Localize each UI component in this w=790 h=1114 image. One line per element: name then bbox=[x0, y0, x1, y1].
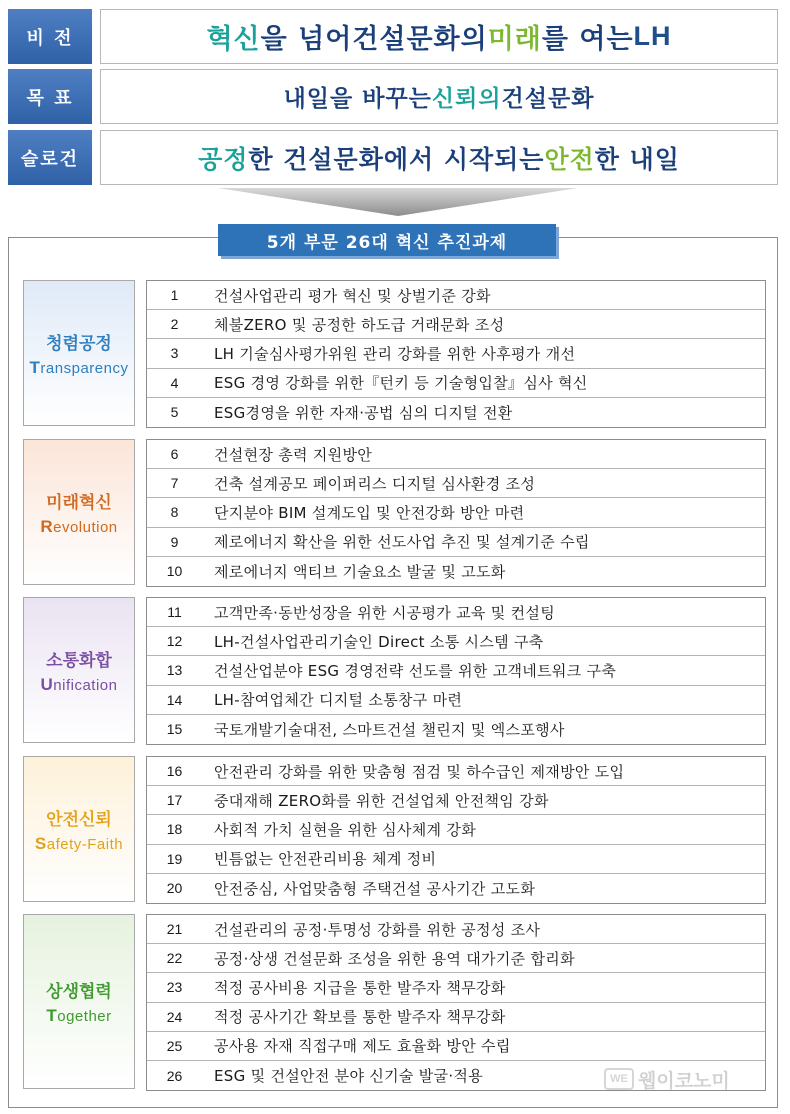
task-text: 적정 공사기간 확보를 통한 발주자 책무강화 bbox=[214, 1008, 506, 1027]
task-row bbox=[147, 598, 765, 627]
task-row bbox=[147, 757, 765, 786]
task-row bbox=[147, 440, 765, 469]
vision-part-3: 건설문화의 bbox=[352, 24, 488, 55]
task-row bbox=[147, 944, 765, 973]
category-title: 미래혁신 bbox=[46, 492, 112, 513]
category-subtitle bbox=[41, 675, 118, 695]
category-subtitle-rest: ogether bbox=[57, 1008, 112, 1025]
goal-part-2: 신뢰의 bbox=[431, 86, 502, 112]
slogan-part-3: 안전 bbox=[544, 144, 595, 174]
task-list bbox=[146, 597, 766, 745]
task-row bbox=[147, 715, 765, 744]
task-number: 6 bbox=[170, 446, 179, 463]
task-row bbox=[147, 557, 765, 586]
task-row bbox=[147, 815, 765, 844]
goal-statement bbox=[100, 69, 778, 124]
task-row bbox=[147, 874, 765, 903]
task-number: 14 bbox=[166, 691, 183, 708]
task-list bbox=[146, 756, 766, 904]
category-subtitle bbox=[35, 834, 123, 854]
slogan-label: 슬로건 bbox=[8, 130, 92, 185]
vision-part-1: 혁신 bbox=[206, 24, 261, 55]
task-text: 제로에너지 확산을 위한 선도사업 추진 및 설계기준 수립 bbox=[214, 533, 590, 552]
task-number: 15 bbox=[166, 721, 183, 738]
category-subtitle-initial: R bbox=[40, 516, 54, 536]
task-text: 제로에너지 액티브 기술요소 발굴 및 고도화 bbox=[214, 562, 506, 581]
task-number: 22 bbox=[166, 950, 183, 967]
goal-part-1: 내일을 바꾸는 bbox=[283, 86, 432, 112]
task-number: 16 bbox=[166, 763, 183, 780]
category-transparency bbox=[23, 280, 135, 426]
task-text: 건설관리의 공정·투명성 강화를 위한 공정성 조사 bbox=[214, 920, 541, 939]
task-number: 13 bbox=[166, 662, 183, 679]
task-number: 9 bbox=[170, 533, 179, 550]
task-number: 18 bbox=[166, 821, 183, 838]
task-text: 건설현장 총력 지원방안 bbox=[214, 445, 373, 464]
task-number: 7 bbox=[170, 475, 179, 492]
task-number: 12 bbox=[166, 633, 183, 650]
task-row bbox=[147, 845, 765, 874]
task-number: 25 bbox=[166, 1037, 183, 1054]
task-text: 안전관리 강화를 위한 맞춤형 점검 및 하수급인 제재방안 도입 bbox=[214, 762, 625, 781]
category-subtitle bbox=[40, 517, 117, 537]
vision-row bbox=[8, 9, 778, 64]
task-number: 2 bbox=[170, 316, 179, 333]
vision-statement bbox=[100, 9, 778, 64]
task-text: ESG 및 건설안전 분야 신기술 발굴·적용 bbox=[214, 1067, 483, 1086]
category-title: 안전신뢰 bbox=[46, 809, 112, 830]
watermark-text: 웹이코노미 bbox=[638, 1069, 730, 1092]
task-row bbox=[147, 627, 765, 656]
task-text: 사회적 가치 실현을 위한 심사체계 강화 bbox=[214, 820, 476, 839]
category-title: 청렴공정 bbox=[46, 333, 112, 354]
task-text: LH-건설사업관리기술인 Direct 소통 시스템 구축 bbox=[214, 632, 544, 651]
task-number: 23 bbox=[166, 979, 183, 996]
task-text: 건설산업분야 ESG 경영전략 선도를 위한 고객네트워크 구축 bbox=[214, 661, 617, 680]
slogan-statement bbox=[100, 130, 778, 185]
task-row bbox=[147, 339, 765, 368]
task-row bbox=[147, 973, 765, 1002]
category-unification bbox=[23, 597, 135, 743]
task-row bbox=[147, 1003, 765, 1032]
task-text: 고객만족·동반성장을 위한 시공평가 교육 및 컨설팅 bbox=[214, 603, 556, 622]
task-row bbox=[147, 528, 765, 557]
watermark bbox=[604, 1066, 730, 1092]
vision-label: 비 전 bbox=[8, 9, 92, 64]
category-subtitle-initial: T bbox=[46, 1006, 58, 1025]
vision-part-2: 을 넘어 bbox=[260, 24, 353, 55]
task-text: 빈틈없는 안전관리비용 체계 정비 bbox=[214, 850, 437, 869]
task-row bbox=[147, 656, 765, 685]
task-number: 17 bbox=[166, 792, 183, 809]
task-number: 19 bbox=[166, 850, 183, 867]
task-text: LH 기술심사평가위원 관리 강화를 위한 사후평가 개선 bbox=[214, 344, 576, 363]
task-text: 중대재해 ZERO화를 위한 건설업체 안전책임 강화 bbox=[214, 791, 549, 810]
task-text: 안전중심, 사업맞춤형 주택건설 공사기간 고도화 bbox=[214, 879, 536, 898]
task-row bbox=[147, 310, 765, 339]
task-number: 1 bbox=[170, 287, 179, 304]
category-together bbox=[23, 914, 135, 1089]
slogan-part-2: 한 건설문화에서 시작되는 bbox=[248, 144, 545, 174]
task-row bbox=[147, 686, 765, 715]
task-number: 21 bbox=[166, 921, 183, 938]
task-text: 건축 설계공모 페이퍼리스 디지털 심사환경 조성 bbox=[214, 474, 536, 493]
task-number: 11 bbox=[167, 604, 182, 621]
task-number: 20 bbox=[166, 880, 183, 897]
task-text: 공정·상생 건설문화 조성을 위한 용역 대가기준 합리화 bbox=[214, 949, 575, 968]
category-subtitle-initial: S bbox=[34, 833, 47, 853]
category-title: 상생협력 bbox=[46, 982, 112, 1002]
category-subtitle-rest: evolution bbox=[53, 518, 118, 536]
task-row bbox=[147, 498, 765, 527]
watermark-logo: WE bbox=[604, 1068, 634, 1090]
category-subtitle-initial: U bbox=[40, 674, 54, 694]
slogan-part-4: 한 내일 bbox=[594, 144, 680, 174]
task-text: 국토개발기술대전, 스마트건설 챌린지 및 엑스포행사 bbox=[214, 720, 565, 739]
task-number: 24 bbox=[166, 1008, 183, 1025]
task-list bbox=[146, 280, 766, 428]
task-list bbox=[146, 439, 766, 587]
goal-part-3: 건설문화 bbox=[501, 86, 595, 112]
task-number: 3 bbox=[170, 345, 179, 362]
task-row bbox=[147, 469, 765, 498]
task-row bbox=[147, 915, 765, 944]
task-row bbox=[147, 369, 765, 398]
down-arrow-icon bbox=[218, 188, 578, 216]
goal-row bbox=[8, 69, 778, 124]
category-subtitle-initial: T bbox=[29, 357, 41, 377]
goal-label: 목 표 bbox=[8, 69, 92, 124]
task-row bbox=[147, 786, 765, 815]
main-title: 5개 부문 26대 혁신 추진과제 bbox=[218, 224, 556, 256]
vision-part-5: 를 여는 bbox=[541, 24, 634, 55]
task-number: 4 bbox=[170, 374, 179, 391]
task-number: 5 bbox=[170, 404, 179, 421]
task-text: ESG 경영 강화를 위한『턴키 등 기술형입찰』심사 혁신 bbox=[214, 374, 588, 393]
task-number: 26 bbox=[166, 1067, 183, 1084]
task-text: ESG경영을 위한 자재·공법 심의 디지털 전환 bbox=[214, 403, 513, 422]
category-safety bbox=[23, 756, 135, 902]
category-revolution bbox=[23, 439, 135, 585]
task-row bbox=[147, 398, 765, 427]
task-text: 체불ZERO 및 공정한 하도급 거래문화 조성 bbox=[214, 315, 505, 334]
category-subtitle-rest: nification bbox=[53, 676, 118, 694]
category-subtitle-rest: ransparency bbox=[40, 359, 129, 377]
task-text: 적정 공사비용 지급을 통한 발주자 책무강화 bbox=[214, 978, 506, 997]
category-subtitle-rest: afety-Faith bbox=[46, 835, 124, 853]
task-number: 8 bbox=[170, 504, 179, 521]
task-number: 10 bbox=[166, 563, 183, 580]
task-text: 건설사업관리 평가 혁신 및 상벌기준 강화 bbox=[214, 286, 491, 305]
task-text: 공사용 자재 직접구매 제도 효율화 방안 수립 bbox=[214, 1037, 511, 1056]
slogan-part-1: 공정 bbox=[198, 144, 249, 174]
task-text: 단지분야 BIM 설계도입 및 안전강화 방안 마련 bbox=[214, 503, 525, 522]
slogan-row bbox=[8, 130, 778, 185]
category-subtitle bbox=[46, 1006, 111, 1026]
category-title: 소통화합 bbox=[46, 650, 112, 671]
vision-part-4: 미래 bbox=[487, 24, 542, 55]
task-text: LH-참여업체간 디지털 소통창구 마련 bbox=[214, 691, 463, 710]
task-row bbox=[147, 281, 765, 310]
category-subtitle bbox=[30, 358, 129, 378]
vision-part-6: LH bbox=[633, 21, 672, 51]
task-row bbox=[147, 1032, 765, 1061]
